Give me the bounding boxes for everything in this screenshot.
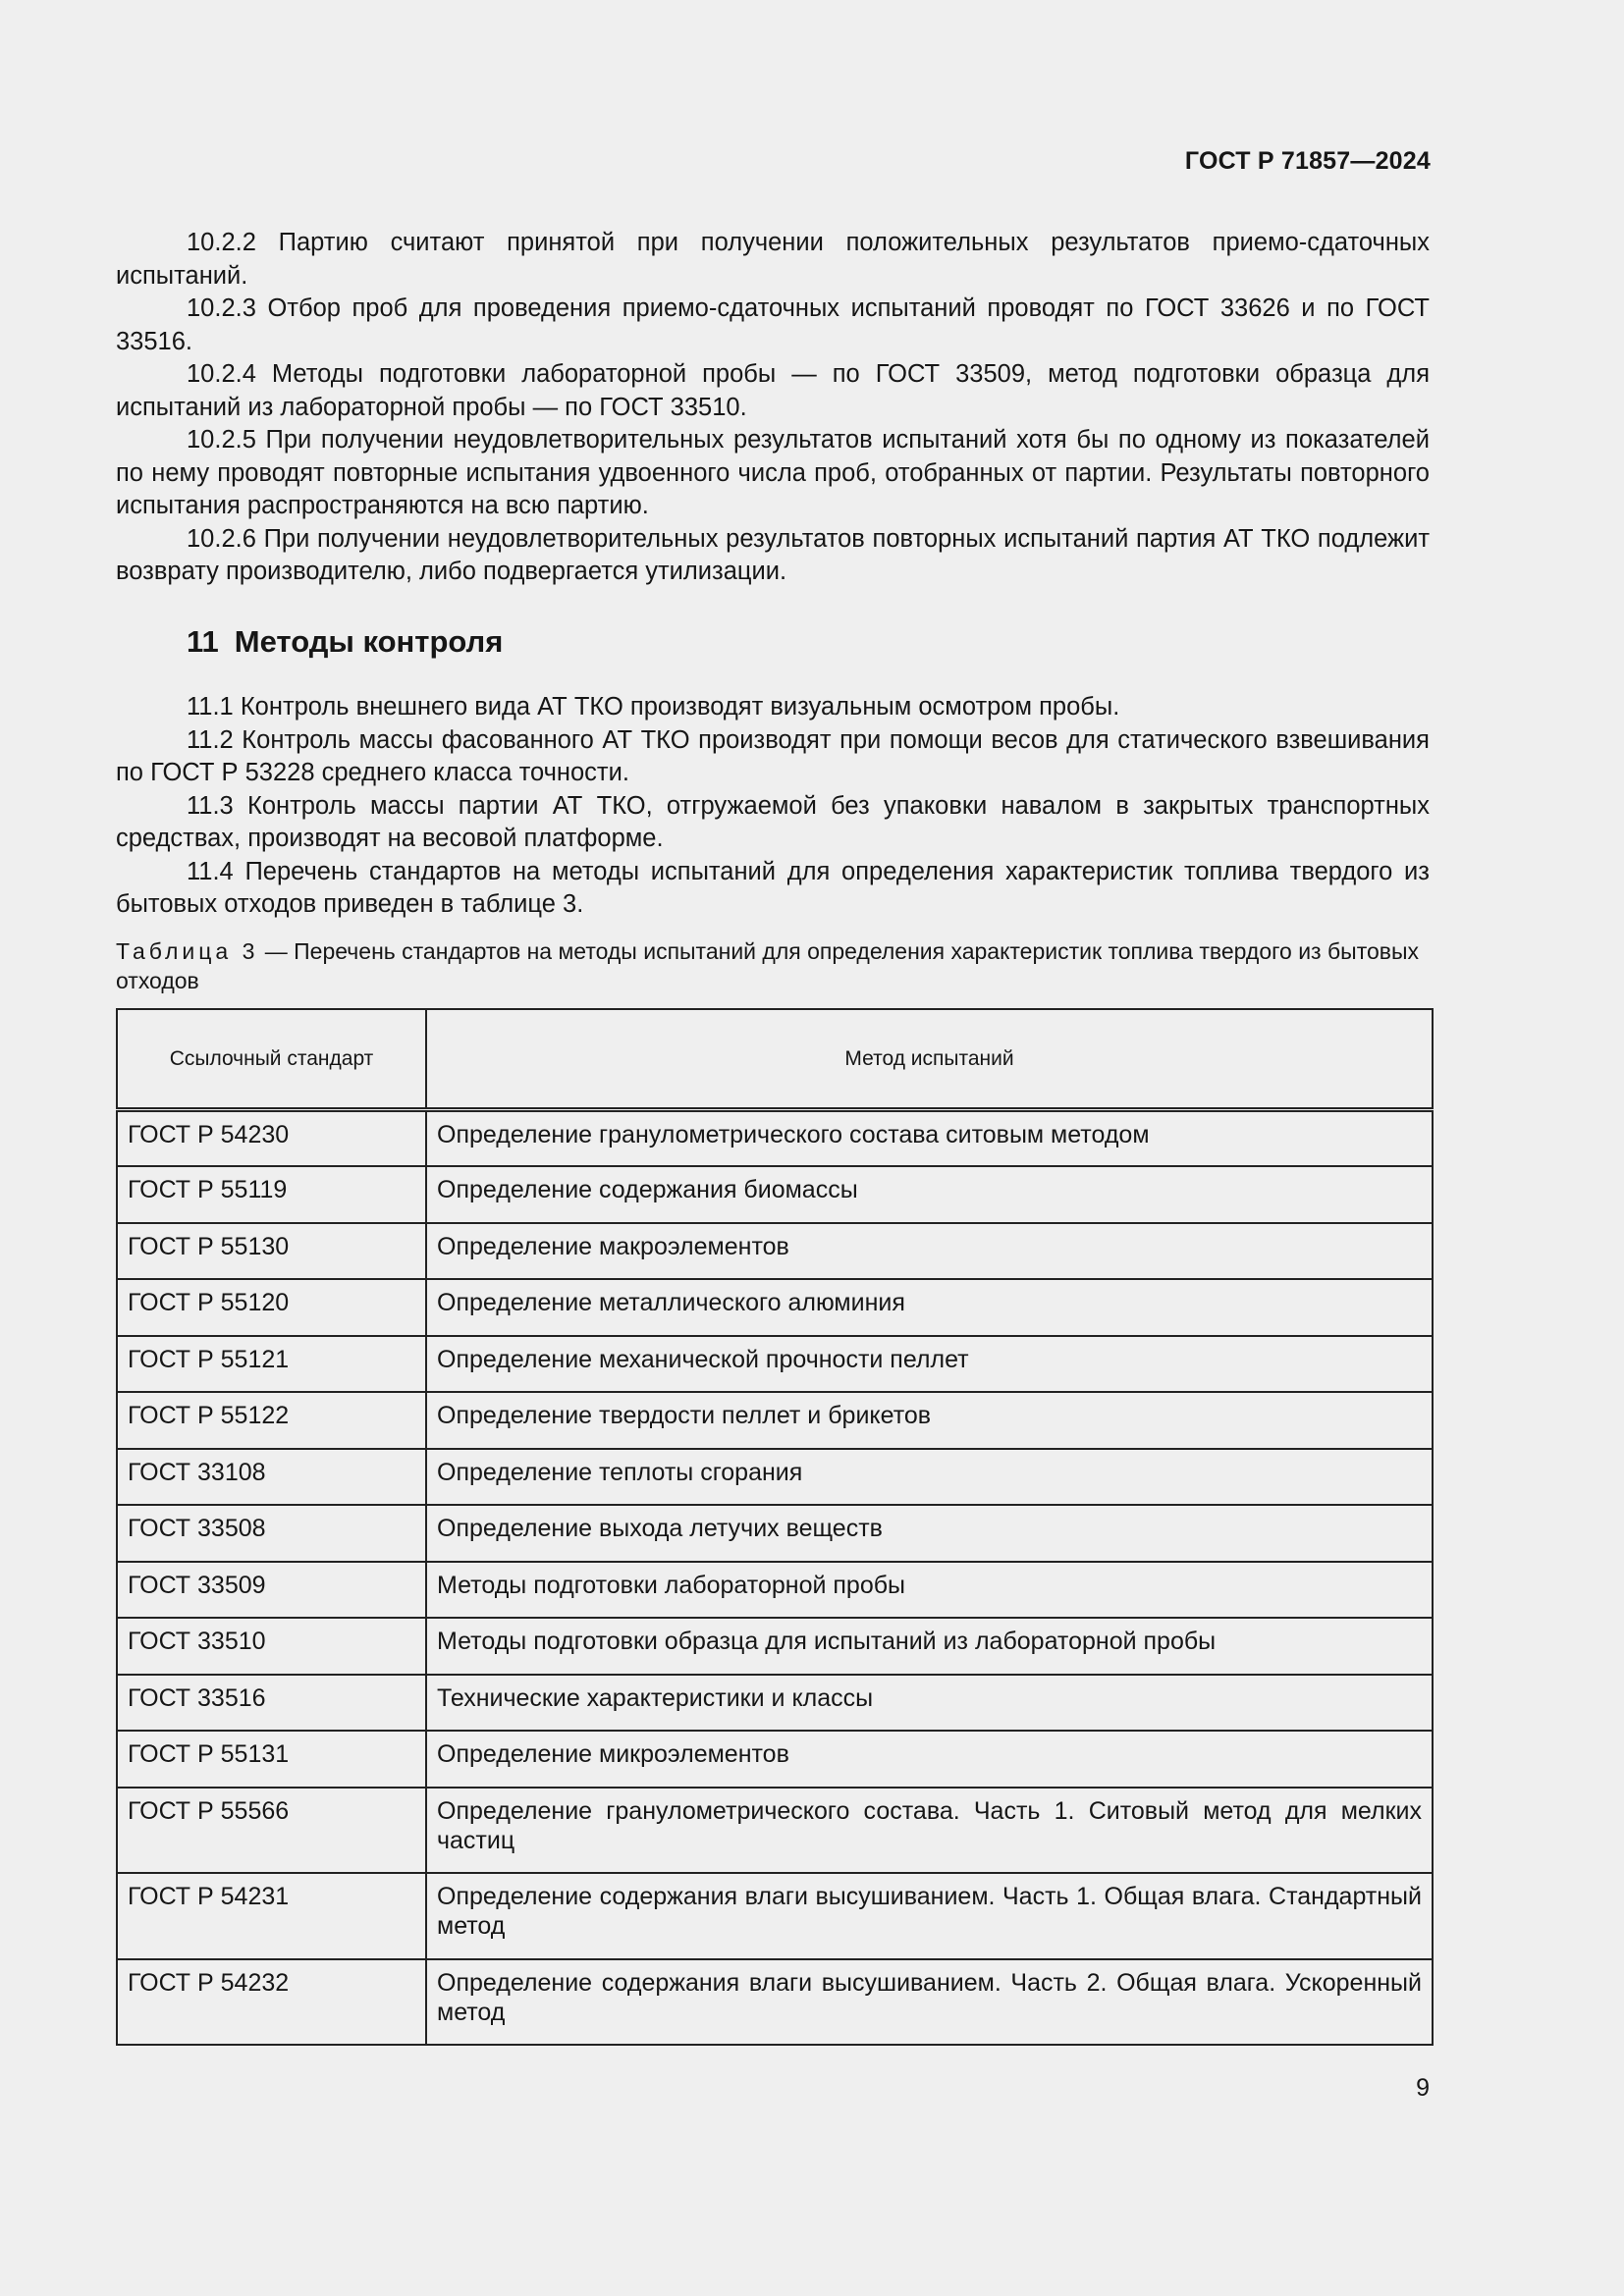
paragraph-10-2-6: 10.2.6 При получении неудовлетворительных результатов повторных испытаний партия АТ ТКО подлежит возврату производителю, либо подвергается утилизации. (116, 524, 1430, 585)
header-reference-standard: Ссылочный стандарт (117, 1009, 426, 1110)
standard-cell: ГОСТ Р 55122 (117, 1392, 426, 1449)
table-caption (116, 936, 1430, 995)
method-cell: Определение механической прочности пеллет (426, 1336, 1433, 1393)
page-number: 9 (1416, 2074, 1430, 2102)
method-cell: Определение макроэлементов (426, 1223, 1433, 1280)
standard-cell: ГОСТ 33516 (117, 1675, 426, 1732)
method-cell: Определение микроэлементов (426, 1731, 1433, 1788)
method-cell: Методы подготовки лабораторной пробы (426, 1562, 1433, 1619)
table-row (117, 1675, 1433, 1732)
method-cell: Определение теплоты сгорания (426, 1449, 1433, 1506)
standard-cell: ГОСТ Р 54230 (117, 1110, 426, 1167)
method-cell: Определение содержания влаги высушиванием. Часть 1. Общая влага. Стандартный метод (426, 1873, 1433, 1959)
table-row (117, 1731, 1433, 1788)
method-cell: Определение гранулометрического состава ситовым методом (426, 1110, 1433, 1167)
method-cell: Определение гранулометрического состава. Часть 1. Ситовый метод для мелких частиц (426, 1788, 1433, 1874)
section-heading (187, 624, 503, 660)
standard-cell: ГОСТ 33509 (117, 1562, 426, 1619)
paragraph-11-2: 11.2 Контроль массы фасованного АТ ТКО производят при помощи весов для статического взвешивания по ГОСТ Р 53228 среднего класса точности. (116, 725, 1430, 786)
method-cell: Технические характеристики и классы (426, 1675, 1433, 1732)
method-cell: Определение выхода летучих веществ (426, 1505, 1433, 1562)
standard-cell: ГОСТ Р 55119 (117, 1166, 426, 1223)
intro-text (116, 227, 1430, 589)
table-caption-label: Таблица 3 (116, 938, 259, 964)
table-row (117, 1110, 1433, 1167)
standard-cell: ГОСТ Р 55131 (117, 1731, 426, 1788)
standard-cell: ГОСТ Р 55130 (117, 1223, 426, 1280)
table-row (117, 1505, 1433, 1562)
paragraph-11-1: 11.1 Контроль внешнего вида АТ ТКО производят визуальным осмотром пробы. (187, 693, 1120, 721)
paragraph-11-4: 11.4 Перечень стандартов на методы испытаний для определения характеристик топлива твердого из бытовых отходов приведен в таблице 3. (116, 857, 1430, 918)
paragraph-10-2-4: 10.2.4 Методы подготовки лабораторной пробы — по ГОСТ 33509, метод подготовки образца для испытаний из лабораторной пробы — по ГОСТ 33510. (116, 360, 1430, 421)
table-row (117, 1788, 1433, 1874)
standard-cell: ГОСТ 33510 (117, 1618, 426, 1675)
table-row (117, 1618, 1433, 1675)
table-row (117, 1449, 1433, 1506)
standard-cell: ГОСТ Р 55120 (117, 1279, 426, 1336)
table-row (117, 1562, 1433, 1619)
table-row (117, 1279, 1433, 1336)
standard-cell: ГОСТ Р 55566 (117, 1788, 426, 1874)
method-cell: Методы подготовки образца для испытаний из лабораторной пробы (426, 1618, 1433, 1675)
header-test-method: Метод испытаний (426, 1009, 1433, 1110)
standard-cell: ГОСТ Р 54232 (117, 1959, 426, 2046)
table-caption-text: — Перечень стандартов на методы испытаний для определения характеристик топлива твердого из бытовых отходов (116, 938, 1420, 993)
paragraph-10-2-3: 10.2.3 Отбор проб для проведения приемо-сдаточных испытаний проводят по ГОСТ 33626 и по ГОСТ 33516. (116, 294, 1430, 355)
method-cell: Определение твердости пеллет и брикетов (426, 1392, 1433, 1449)
paragraph-10-2-5: 10.2.5 При получении неудовлетворительных результатов испытаний хотя бы по одному из показателей по нему проводят повторные испытания удвоенного числа проб, отобранных от партии. Результаты повторного испытания распространяются на всю партию. (116, 426, 1430, 519)
method-cell: Определение содержания биомассы (426, 1166, 1433, 1223)
standard-cell: ГОСТ 33508 (117, 1505, 426, 1562)
standard-cell: ГОСТ Р 54231 (117, 1873, 426, 1959)
standard-cell: ГОСТ 33108 (117, 1449, 426, 1506)
standard-cell: ГОСТ Р 55121 (117, 1336, 426, 1393)
paragraph-11-3: 11.3 Контроль массы партии АТ ТКО, отгружаемой без упаковки навалом в закрытых транспортных средствах, производят на весовой платформе. (116, 791, 1430, 852)
method-cell: Определение содержания влаги высушиванием. Часть 2. Общая влага. Ускоренный метод (426, 1959, 1433, 2046)
method-cell: Определение металлического алюминия (426, 1279, 1433, 1336)
table-row (117, 1873, 1433, 1959)
table-row (117, 1392, 1433, 1449)
table-row (117, 1166, 1433, 1223)
table-row (117, 1223, 1433, 1280)
section-text (116, 691, 1430, 922)
standards-table (116, 1008, 1434, 2046)
paragraph-10-2-2: 10.2.2 Партию считают принятой при получении положительных результатов приемо-сдаточных испытаний. (116, 229, 1430, 290)
table-header-row (117, 1009, 1433, 1110)
section-title: Методы контроля (234, 624, 504, 659)
table-row (117, 1959, 1433, 2046)
table-row (117, 1336, 1433, 1393)
section-number: 11 (187, 624, 219, 659)
document-code: ГОСТ Р 71857—2024 (1184, 147, 1431, 175)
